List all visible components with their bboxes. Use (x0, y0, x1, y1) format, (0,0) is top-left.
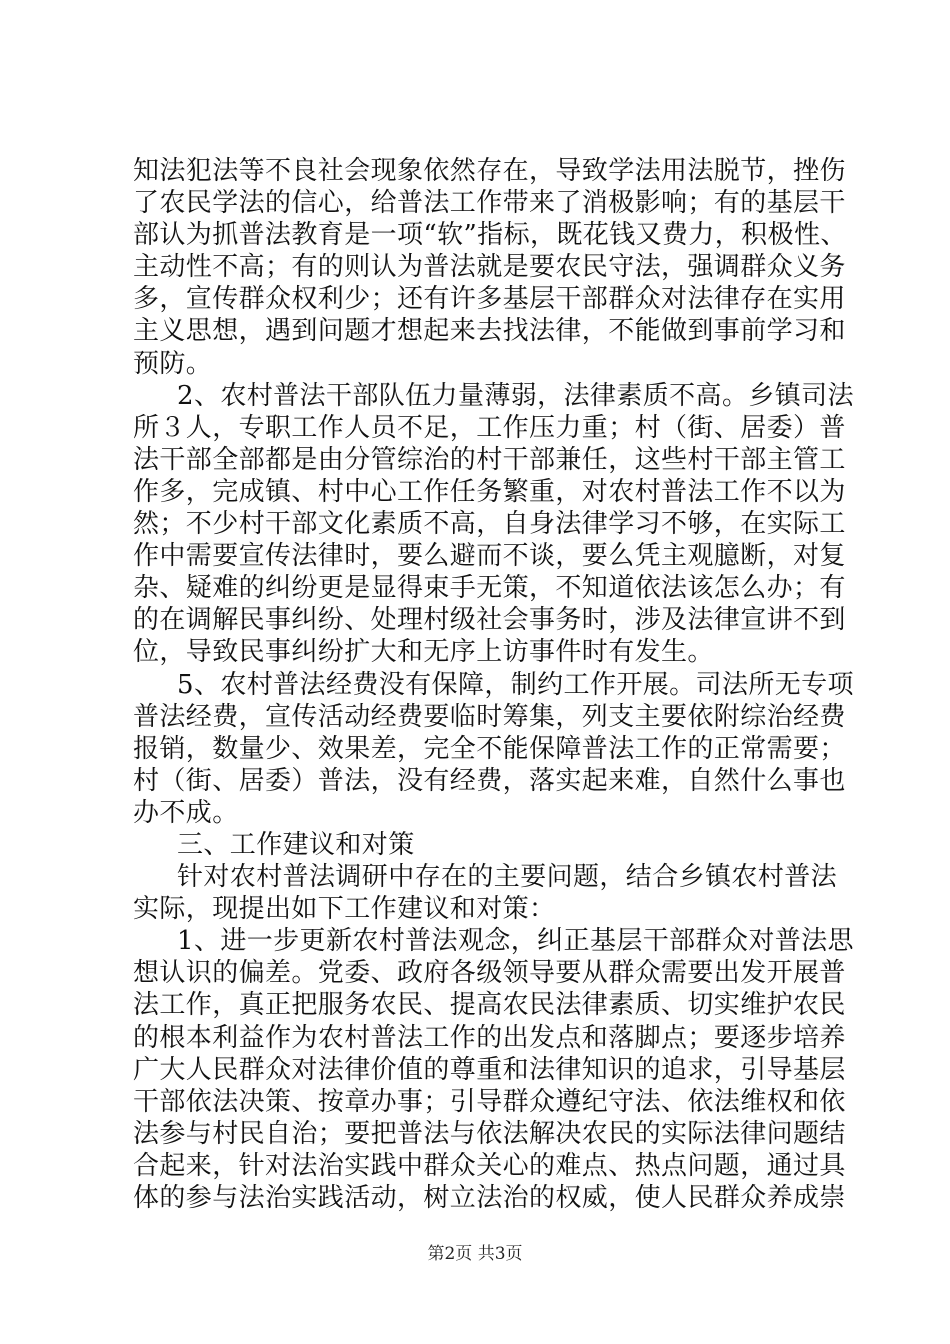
section-heading: 三、工作建议和对策 (177, 829, 415, 860)
text-line: 位，导致民事纠纷扩大和无序上访事件时有发生。 (133, 637, 714, 668)
text-line: 了农民学法的信心，给普法工作带来了消极影响；有的基层干 (133, 188, 846, 219)
text-line: 知法犯法等不良社会现象依然存在，导致学法用法脱节，挫伤 (133, 156, 846, 186)
text-line: 法工作，真正把服务农民、提高农民法律素质、切实维护农民 (133, 990, 846, 1021)
text-line: 法干部全部都是由分管综治的村干部兼任，这些村干部主管工 (133, 444, 846, 475)
text-line: 杂、疑难的纠纷更是显得束手无策，不知道依法该怎么办；有 (133, 573, 846, 604)
page-number-footer: 第2页 共3页 (427, 1244, 523, 1264)
text-line: 所３人，专职工作人员不足，工作压力重；村（街、居委）普 (133, 412, 846, 443)
text-line: 的在调解民事纠纷、处理村级社会事务时，涉及法律宣讲不到 (133, 605, 846, 636)
text-line: 法参与村民自治；要把普法与依法解决农民的实际法律问题结 (133, 1118, 846, 1149)
text-line: 干部依法决策、按章办事；引导群众遵纪守法、依法维权和依 (133, 1086, 846, 1117)
paragraph-start-line: 2、农村普法干部队伍力量薄弱，法律素质不高。乡镇司法 (177, 380, 854, 411)
text-line: 作中需要宣传法律时，要么避而不谈，要么凭主观臆断，对复 (133, 541, 846, 572)
text-line: 预防。 (133, 348, 213, 379)
text-line: 作多，完成镇、村中心工作任务繁重，对农村普法工作不以为 (133, 476, 846, 507)
text-line: 办不成。 (133, 797, 239, 828)
paragraph-start-line: 5、农村普法经费没有保障，制约工作开展。司法所无专项 (177, 669, 854, 700)
text-line: 合起来，针对法治实践中群众关心的难点、热点问题，通过具 (133, 1150, 846, 1181)
text-line: 实际，现提出如下工作建议和对策： (133, 894, 556, 925)
text-line: 的根本利益作为农村普法工作的出发点和落脚点；要逐步培养 (133, 1022, 846, 1053)
text-line: 主动性不高；有的则认为普法就是要农民守法，强调群众义务 (133, 252, 846, 283)
text-line: 部认为抓普法教育是一项“软”指标，既花钱又费力，积极性、 (133, 220, 847, 251)
text-line: 村（街、居委）普法，没有经费，落实起来难，自然什么事也 (133, 765, 846, 796)
text-line: 报销，数量少、效果差，完全不能保障普法工作的正常需要； (133, 733, 846, 764)
text-line: 体的参与法治实践活动，树立法治的权威，使人民群众养成崇 (133, 1183, 846, 1213)
text-line: 多，宣传群众权利少；还有许多基层干部群众对法律存在实用 (133, 284, 846, 315)
text-line: 想认识的偏差。党委、政府各级领导要从群众需要出发开展普 (133, 958, 846, 989)
paragraph-start-line: 1、进一步更新农村普法观念，纠正基层干部群众对普法思 (177, 926, 854, 957)
body-text (133, 155, 854, 1214)
paragraph-start-line: 针对农村普法调研中存在的主要问题，结合乡镇农村普法 (177, 862, 838, 893)
text-line: 普法经费，宣传活动经费要临时筹集，列支主要依附综治经费 (133, 701, 846, 732)
text-line: 主义思想，遇到问题才想起来去找法律，不能做到事前学习和 (133, 316, 846, 347)
text-line: 然；不少村干部文化素质不高，自身法律学习不够，在实际工 (133, 509, 846, 540)
text-line: 广大人民群众对法律价值的尊重和法律知识的追求，引导基层 (133, 1054, 846, 1085)
